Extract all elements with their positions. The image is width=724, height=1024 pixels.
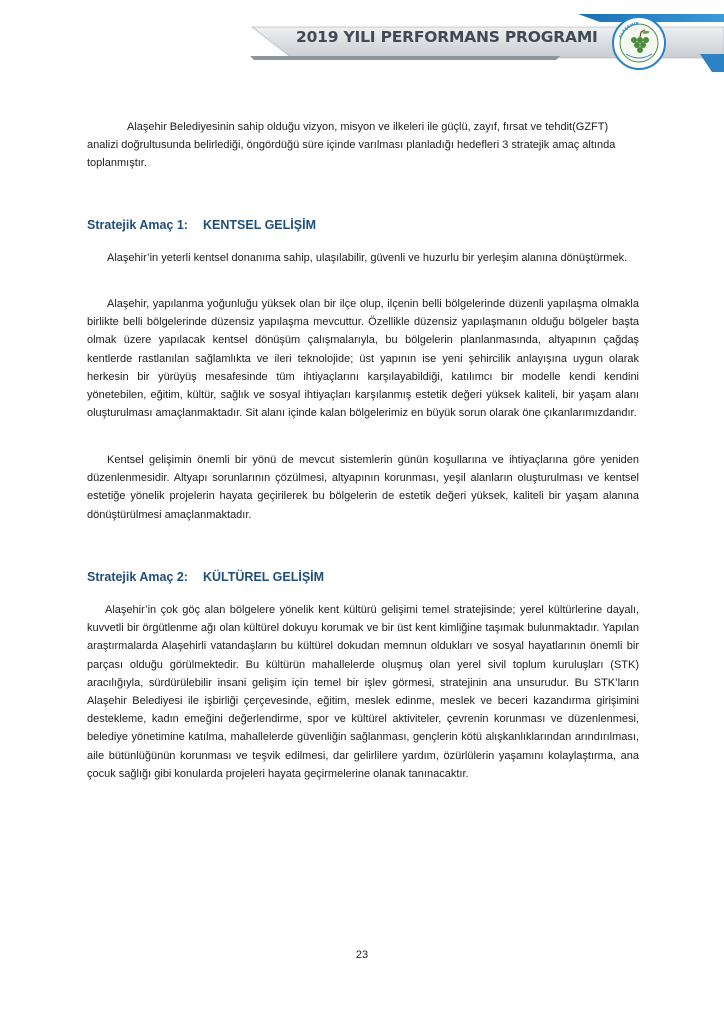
section-2-title: KÜLTÜREL GELİŞİM [203,570,325,584]
section-1-title: KENTSEL GELİŞİM [203,218,316,232]
section-1-paragraph-2 [87,295,639,422]
intro-paragraph: Alaşehir Belediyesinin sahip olduğu vizyon, misyon ve ilkeleri ile güçlü, zayıf, fırsat ve tehdit(GZFT) analizi doğrultusunda belirlediği, öngördüğü süre içinde varılması planladığı hedefleri 3 stratejik amaç altında toplanmıştır. [87,121,616,170]
grape-logo-icon [612,16,666,70]
svg-text:ALAŞEHİR: ALAŞEHİR [617,20,639,39]
section-1-paragraph-3 [87,451,639,524]
section-2-label: Stratejik Amaç 2: [87,570,188,584]
paragraph: Kentsel gelişimin önemli bir yönü de mevcut sistemlerin günün koşullarına ve ihtiyaçlarına göre yeniden düzenlenmesidir. Altyapı sorunlarının çözülmesi, altyapının korunması, yeşil alanların oluşturulması ve kentsel estetiğe yönelik projelerin hayata geçirilerek bu bölgelerin de estetik değeri yüksek, kaliteli bir yaşam alanına dönüştürülmesi amaçlanmaktadır. [87,454,639,521]
paragraph: Alaşehir, yapılanma yoğunluğu yüksek olan bir ilçe olup, ilçenin belli bölgelerinde düzenli yapılaşma olmakla birlikte belli bölgelerinde düzensiz yapılaşma mevcuttur. Özellikle düzensiz yapılaşmanın olduğu bölgeler başta olmak üzere yapılacak kentsel dönüşüm çalışmalarıyla, bu bölgelerin planlanmasında, altyapının çağdaş kentlerde rastlanılan sağlamlıkta ve ileri teknolojide; üst yapının ise yeni şehircilik anlayışına uygun olarak herkesin bir yürüyüş mesafesinde tüm ihtiyaçlarını karşılayabildiği, katılımcı bir modelle kendi kendini yönetebilen, eğitim, kültür, sağlık ve sosyal ihtiyaçları karşılanmış estetik değeri yüksek kaliteli, bir yaşam alanı oluşturulması amaçlanmaktadır. Sit alanı içinde kalan bölgelerimiz en büyük sorun olarak öne çıkanlarımızdandır. [87,298,639,420]
municipality-logo [612,16,666,70]
section-heading-2 [87,570,639,584]
header-banner [0,0,724,80]
page-number: 23 [355,949,369,961]
section-1-label: Stratejik Amaç 1: [87,218,188,232]
paragraph: Alaşehir’in yeterli kentsel donanıma sahip, ulaşılabilir, güvenli ve huzurlu bir yerleşim alanına dönüştürmek. [107,252,628,264]
intro-block [87,118,639,173]
section-2-paragraph-1 [87,601,639,783]
paragraph: Alaşehir’in çok göç alan bölgelere yönelik kent kültürü gelişimi temel stratejisinde; yerel kültürlerine dayalı, kuvvetli bir örgütlenme ağı olan kültürel dokuyu korumak ve bir üst kent kimliğine taşımak bulunmaktadır. Yapılan araştırmalarda Alaşehirli vatandaşların bu kültürel dokudan memnun oldukları ve sosyal hayatlarının önemli bir parçası olduğu görülmektedir. Bu kültürün mahallelerde oluşmuş olan yerel sivil toplum kuruluşları (STK) aracılığıyla, sürdürülebilir insani gelişim için temel bir işlev görmesi, stratejinin ana unsurudur. Bu STK’ların Alaşehir Belediyesi ile işbirliği çerçevesinde, eğitim, meslek edinme, meslek ve beceri kazandırma girişimini destekleme, kadın emeğini değerlendirme, spor ve kültürel aktiviteler, çevrenin korunması ve düzenlenmesi, belediye yönetimine katılma, mahallelerde güvenliğin sağlanması, gençlerin kötü alışkanlıklarından arındırılması, aile bütünlüğünün korunması ve teşvik edilmesi, dar gelirlilere yardım, özürlülerin yaşamını kolaylaştırma, ana çocuk sağlığı gibi konularda projeleri hayata geçirmelerine olanak tanınacaktır. [87,604,639,780]
banner-title: 2019 YILI PERFORMANS PROGRAMI [296,28,598,46]
section-heading-1 [87,218,639,232]
section-1-paragraph-1 [87,249,639,267]
